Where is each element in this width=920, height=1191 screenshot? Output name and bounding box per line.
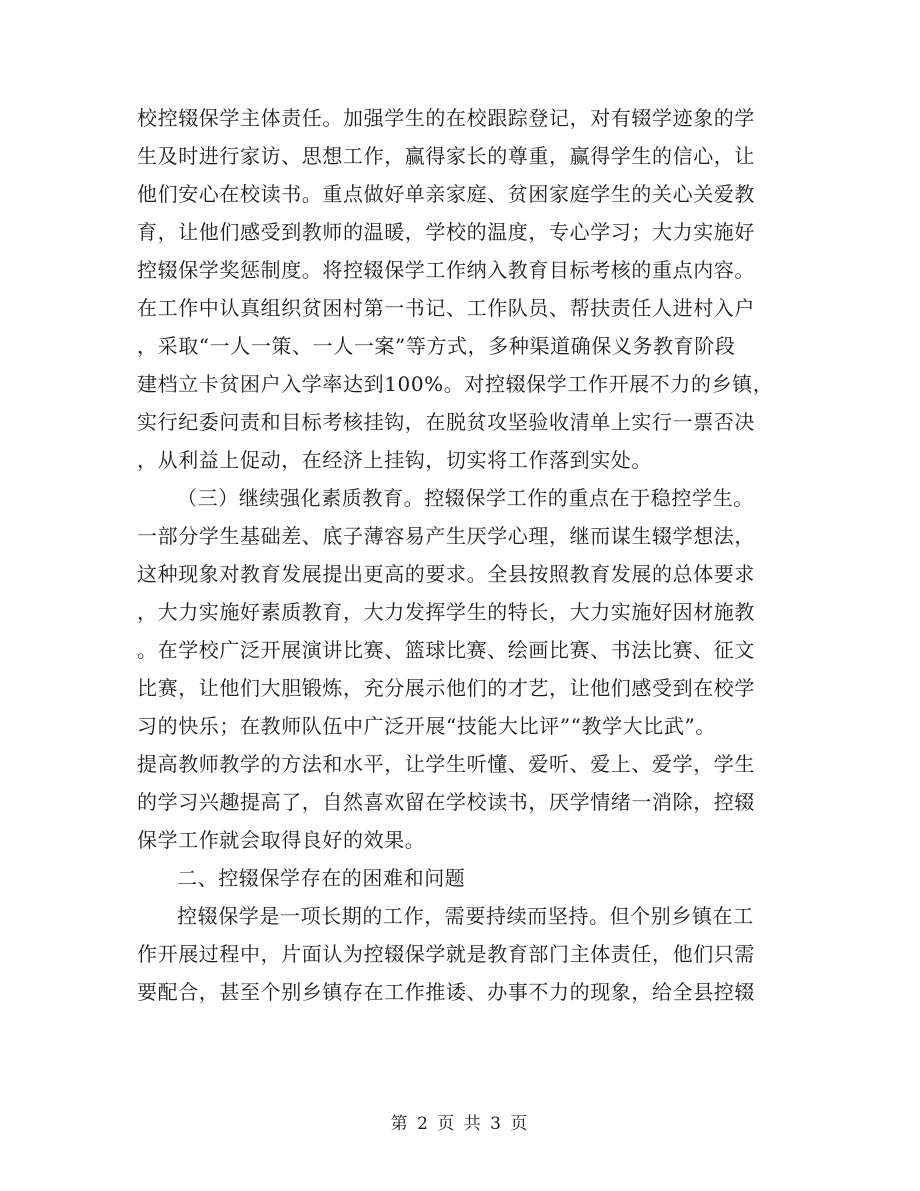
section-heading: 二、控辍保学存在的困难和问题 <box>177 866 466 890</box>
text-line: 提高教师教学的方法和水平，让学生听懂、爱听、爱上、爱学，学生 <box>137 752 755 776</box>
text-line: 的学习兴趣提高了，自然喜欢留在学校读书，厌学情绪一消除，控辍 <box>137 790 755 814</box>
text-line: 比赛，让他们大胆锻炼，充分展示他们的才艺，让他们感受到在校学 <box>137 676 755 700</box>
text-line: 建档立卡贫困户入学率达到100%。对控辍保学工作开展不力的乡镇， <box>137 372 774 396</box>
text-line: ，从利益上促动，在经济上挂钩，切实将工作落到实处。 <box>137 448 652 472</box>
text-line: 生及时进行家访、思想工作，赢得家长的尊重，赢得学生的信心，让 <box>137 144 755 168</box>
text-line: 在工作中认真组织贫困村第一书记、工作队员、帮扶责任人进村入户 <box>137 296 755 320</box>
text-line: 校控辍保学主体责任。加强学生的在校跟踪登记，对有辍学迹象的学 <box>137 106 755 130</box>
text-line: 保学工作就会取得良好的效果。 <box>137 828 426 852</box>
page-number-footer: 第 2 页 共 3 页 <box>390 1114 530 1134</box>
text-line: ，大力实施好素质教育，大力发挥学生的特长，大力实施好因材施教 <box>137 600 755 624</box>
text-line: 一部分学生基础差、底子薄容易产生厌学心理，继而谋生辍学想法， <box>137 524 755 548</box>
paragraph-heading-line: （三）继续强化素质教育。控辍保学工作的重点在于稳控学生。 <box>177 486 754 510</box>
text-line: 实行纪委问责和目标考核挂钩，在脱贫攻坚验收清单上实行一票否决 <box>137 410 755 434</box>
text-line: 育，让他们感受到教师的温暖，学校的温度，专心学习；大力实施好 <box>137 220 755 244</box>
text-line: 作开展过程中，片面认为控辍保学就是教育部门主体责任，他们只需 <box>137 942 755 966</box>
text-line: 习的快乐；在教师队伍中广泛开展“技能大比评”“教学大比武”。 <box>137 714 716 738</box>
text-line: 控辍保学奖惩制度。将控辍保学工作纳入教育目标考核的重点内容。 <box>137 258 755 282</box>
text-line: 。在学校广泛开展演讲比赛、篮球比赛、绘画比赛、书法比赛、征文 <box>137 638 755 662</box>
text-line: 要配合，甚至个别乡镇存在工作推诿、办事不力的现象，给全县控辍 <box>137 980 755 1004</box>
text-line: ，采取“一人一策、一人一案”等方式，多种渠道确保义务教育阶段 <box>137 334 736 358</box>
text-line: 这种现象对教育发展提出更高的要求。全县按照教育发展的总体要求 <box>137 562 755 586</box>
document-body <box>137 99 787 1011</box>
text-line: 控辍保学是一项长期的工作，需要持续而坚持。但个别乡镇在工 <box>177 904 754 928</box>
text-line: 他们安心在校读书。重点做好单亲家庭、贫困家庭学生的关心关爱教 <box>137 182 755 206</box>
